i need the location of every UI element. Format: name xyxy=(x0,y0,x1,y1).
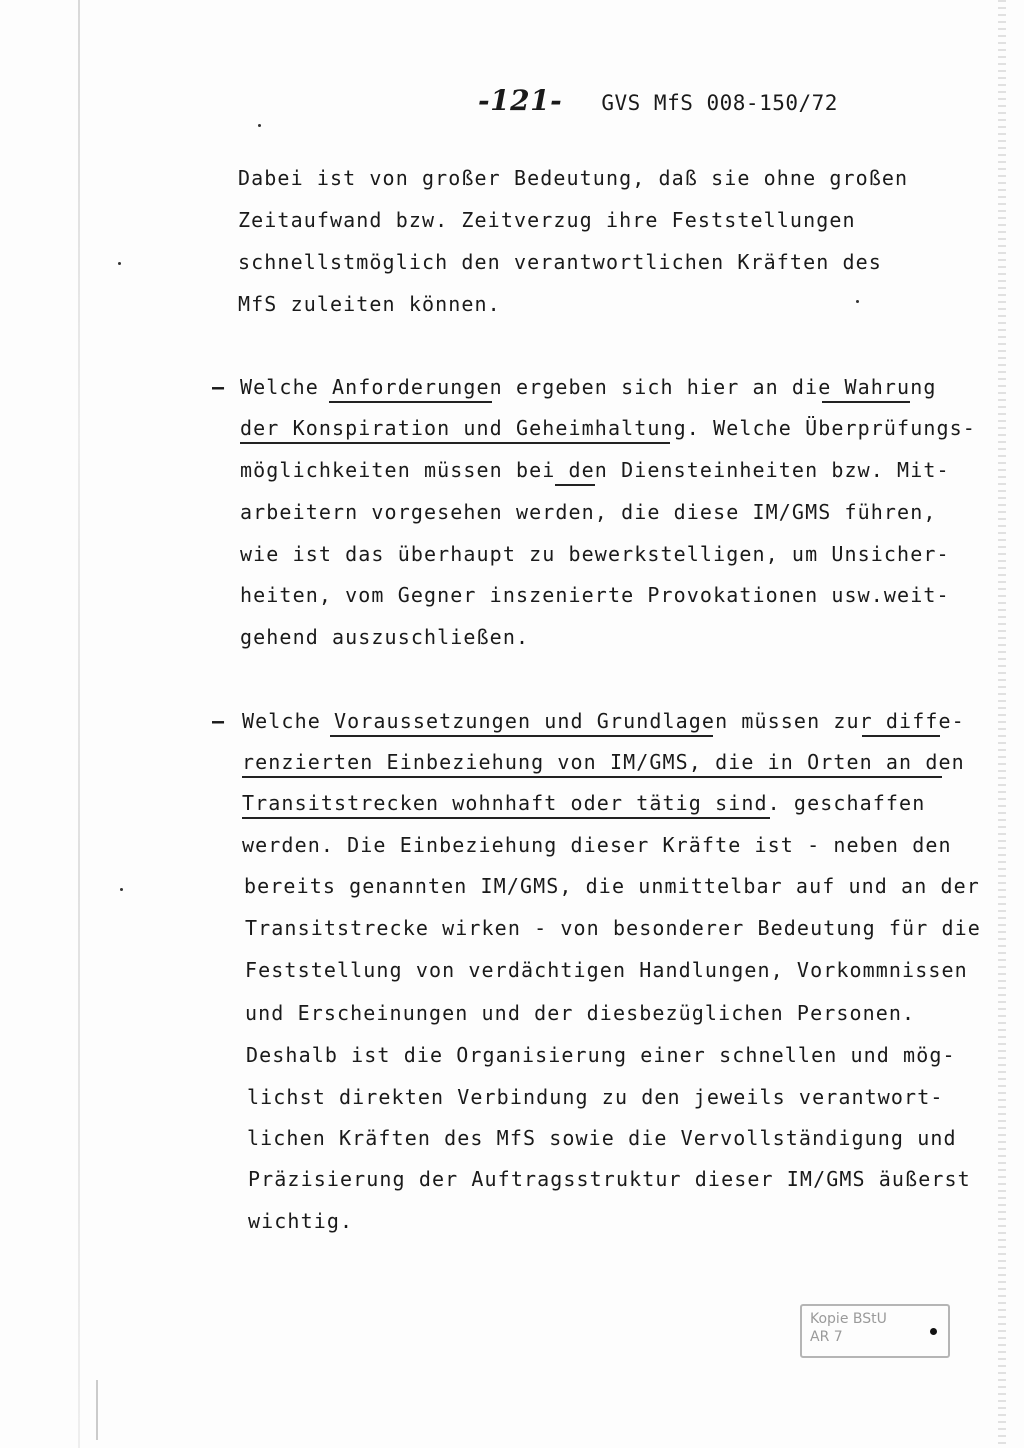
page-header xyxy=(478,84,838,117)
paragraph-2-line-2: der Konspiration und Geheimhaltung. Welche Überprüfungs- xyxy=(240,416,976,440)
underline-einbeziehung xyxy=(242,776,942,778)
paragraph-3-line-11: lichen Kräften des MfS sowie die Vervollständigung und xyxy=(247,1126,957,1150)
paragraph-3-line-13: wichtig. xyxy=(248,1209,354,1233)
underline-den xyxy=(555,484,595,486)
scan-edge-left xyxy=(78,0,80,1448)
underline-diffe xyxy=(862,735,940,737)
underline-transitstrecken xyxy=(242,817,770,819)
paragraph-2-line-3: möglichkeiten müssen bei den Diensteinheiten bzw. Mit- xyxy=(240,458,950,482)
scan-edge-right xyxy=(998,0,1006,1448)
paragraph-3-line-3: Transitstrecken wohnhaft oder tätig sind. geschaffen xyxy=(242,791,926,815)
paragraph-2-bullet: – xyxy=(212,375,225,399)
underline-voraussetzungen xyxy=(330,735,713,737)
document-reference: GVS MfS 008-150/72 xyxy=(601,91,838,115)
paragraph-2-line-7: gehend auszuschließen. xyxy=(240,625,530,649)
scan-speck xyxy=(120,888,123,891)
paragraph-3-line-8: und Erscheinungen und der diesbezüglichen Personen. xyxy=(245,1001,916,1025)
paragraph-3-bullet: – xyxy=(212,709,225,733)
paragraph-1-line-1: Dabei ist von großer Bedeutung, daß sie ohne großen xyxy=(238,166,909,190)
paragraph-3-line-10: lichst direkten Verbindung zu den jeweils verantwort- xyxy=(247,1085,944,1109)
stamp-dot xyxy=(930,1328,937,1335)
paragraph-3-line-9: Deshalb ist die Organisierung einer schnellen und mög- xyxy=(246,1043,956,1067)
underline-konspiration xyxy=(240,442,670,444)
paragraph-3-line-5: bereits genannten IM/GMS, die unmittelbar auf und an der xyxy=(244,874,980,898)
page-number: -121- xyxy=(478,84,563,117)
scan-speck xyxy=(118,262,121,265)
scan-speck xyxy=(856,300,859,303)
paragraph-1-line-2: Zeitaufwand bzw. Zeitverzug ihre Feststellungen xyxy=(238,208,856,232)
paragraph-2-line-5: wie ist das überhaupt zu bewerkstelligen, um Unsicher- xyxy=(240,542,950,566)
scan-speck xyxy=(258,124,261,127)
paragraph-3-line-1: Welche Voraussetzungen und Grundlagen müssen zur diffe- xyxy=(242,709,965,733)
paragraph-3-line-2: renzierten Einbeziehung von IM/GMS, die in Orten an den xyxy=(242,750,965,774)
paragraph-2-line-4: arbeitern vorgesehen werden, die diese IM/GMS führen, xyxy=(240,500,937,524)
underline-anforderungen xyxy=(329,401,492,403)
stamp-line-2: AR 7 xyxy=(810,1329,843,1345)
paragraph-3-line-12: Präzisierung der Auftragsstruktur dieser IM/GMS äußerst xyxy=(248,1167,971,1191)
paragraph-3-line-6: Transitstrecke wirken - von besonderer Bedeutung für die xyxy=(245,916,981,940)
paragraph-2-line-1: Welche Anforderungen ergeben sich hier an die Wahrung xyxy=(240,375,937,399)
paragraph-2-line-6: heiten, vom Gegner inszenierte Provokationen usw.weit- xyxy=(240,583,950,607)
archive-stamp xyxy=(800,1304,950,1358)
paragraph-1-line-4: MfS zuleiten können. xyxy=(238,292,501,316)
paragraph-1-line-3: schnellstmöglich den verantwortlichen Kräften des xyxy=(238,250,882,274)
scan-mark xyxy=(96,1380,98,1440)
underline-wahrung xyxy=(822,401,910,403)
paragraph-3-line-4: werden. Die Einbeziehung dieser Kräfte ist - neben den xyxy=(242,833,952,857)
stamp-line-1: Kopie BStU xyxy=(810,1311,887,1327)
paragraph-3-line-7: Feststellung von verdächtigen Handlungen, Vorkommnissen xyxy=(245,958,968,982)
